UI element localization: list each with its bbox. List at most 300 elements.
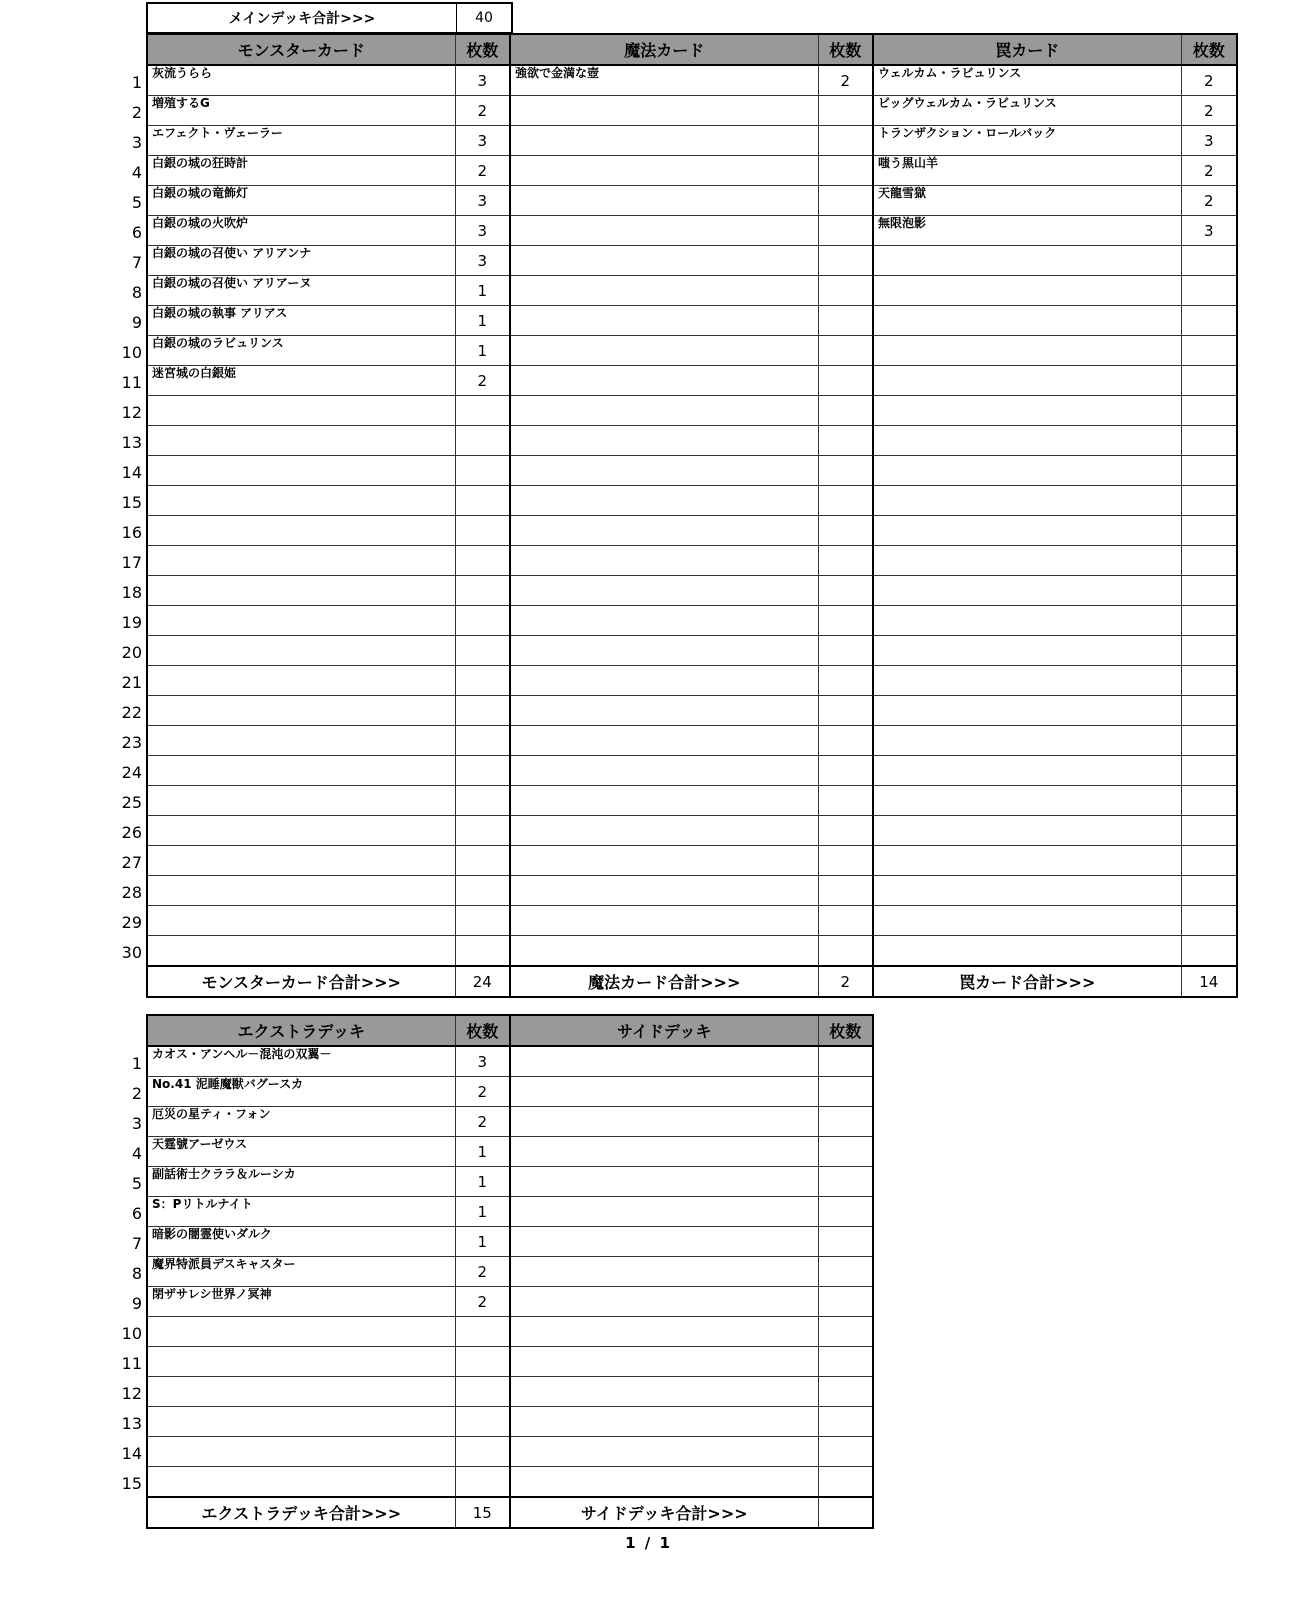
- side-card-count: [818, 1377, 873, 1407]
- extra-card-name: [147, 1317, 455, 1347]
- trap-card-name: [873, 696, 1181, 726]
- extra-card-count: 2: [455, 1257, 510, 1287]
- extra-card-name: [147, 1407, 455, 1437]
- trap-card-count: [1181, 276, 1237, 306]
- spell-card-name: [510, 276, 818, 306]
- trap-card-name: [873, 336, 1181, 366]
- table-row: [147, 456, 1237, 486]
- extra-total-value: 15: [455, 1497, 510, 1528]
- table-row: [147, 636, 1237, 666]
- row-number: 2: [131, 1084, 142, 1103]
- row-number: 20: [121, 643, 142, 662]
- trap-card-count: [1181, 366, 1237, 396]
- monster-card-name: [147, 936, 455, 967]
- spell-card-count: [818, 366, 873, 396]
- extra-card-name: 暗影の闇霊使いダルク: [147, 1227, 455, 1257]
- trap-count-header: 枚数: [1181, 34, 1237, 65]
- trap-card-count: [1181, 726, 1237, 756]
- spell-total-label: 魔法カード合計>>>: [510, 966, 818, 997]
- side-card-name: [510, 1377, 818, 1407]
- trap-card-name: ビッグウェルカム・ラビュリンス: [873, 96, 1181, 126]
- side-card-count: [818, 1046, 873, 1077]
- extra-card-name: 天霆號アーゼウス: [147, 1137, 455, 1167]
- extra-card-count: 1: [455, 1137, 510, 1167]
- trap-card-count: 2: [1181, 65, 1237, 96]
- side-card-name: [510, 1167, 818, 1197]
- extra-card-count: 1: [455, 1167, 510, 1197]
- extra-card-count: [455, 1317, 510, 1347]
- monster-card-count: [455, 576, 510, 606]
- monster-card-count: 1: [455, 306, 510, 336]
- trap-card-count: [1181, 666, 1237, 696]
- monster-card-name: [147, 876, 455, 906]
- trap-card-count: 2: [1181, 186, 1237, 216]
- monster-card-name: 増殖するG: [147, 96, 455, 126]
- side-card-name: [510, 1407, 818, 1437]
- side-card-count: [818, 1197, 873, 1227]
- trap-card-name: トランザクション・ロールバック: [873, 126, 1181, 156]
- table-row: [147, 726, 1237, 756]
- row-number: 25: [121, 793, 142, 812]
- spell-card-name: [510, 696, 818, 726]
- trap-card-count: [1181, 576, 1237, 606]
- extra-side-deck-table: [146, 1014, 874, 1529]
- monster-card-count: [455, 456, 510, 486]
- trap-card-count: [1181, 846, 1237, 876]
- spell-card-count: [818, 786, 873, 816]
- row-number: 4: [131, 1144, 142, 1163]
- spell-card-count: [818, 216, 873, 246]
- spell-card-name: [510, 456, 818, 486]
- row-number: 28: [121, 883, 142, 902]
- spell-card-count: [818, 906, 873, 936]
- monster-card-count: [455, 696, 510, 726]
- spell-card-name: [510, 486, 818, 516]
- table-row: [147, 1077, 873, 1107]
- table-row: [147, 936, 1237, 967]
- table-row: [147, 1377, 873, 1407]
- extra-card-name: 厄災の星ティ・フォン: [147, 1107, 455, 1137]
- spell-card-count: [818, 486, 873, 516]
- extra-card-name: 副話術士クララ＆ルーシカ: [147, 1167, 455, 1197]
- table-row: [147, 216, 1237, 246]
- spell-card-count: [818, 516, 873, 546]
- trap-card-name: [873, 756, 1181, 786]
- side-card-count: [818, 1257, 873, 1287]
- table-row: [147, 1407, 873, 1437]
- spell-card-count: [818, 186, 873, 216]
- trap-card-count: 3: [1181, 126, 1237, 156]
- side-card-count: [818, 1317, 873, 1347]
- spell-card-count: [818, 456, 873, 486]
- extra-card-name: [147, 1377, 455, 1407]
- table-row: [147, 156, 1237, 186]
- trap-card-name: [873, 636, 1181, 666]
- side-card-count: [818, 1287, 873, 1317]
- table-row: [147, 906, 1237, 936]
- row-number: 14: [121, 1444, 142, 1463]
- monster-card-name: 白銀の城の執事 アリアス: [147, 306, 455, 336]
- table-row: [147, 1347, 873, 1377]
- side-card-name: [510, 1227, 818, 1257]
- monster-card-name: [147, 576, 455, 606]
- trap-card-name: 無限泡影: [873, 216, 1181, 246]
- spell-card-count: [818, 306, 873, 336]
- spell-card-name: [510, 426, 818, 456]
- trap-card-count: [1181, 906, 1237, 936]
- extra-card-count: 2: [455, 1287, 510, 1317]
- spell-card-count: [818, 276, 873, 306]
- spell-card-count: [818, 246, 873, 276]
- side-card-name: [510, 1046, 818, 1077]
- row-number: 10: [121, 343, 142, 362]
- monster-card-count: 3: [455, 65, 510, 96]
- monster-card-name: [147, 666, 455, 696]
- spell-card-name: [510, 816, 818, 846]
- row-number: 10: [121, 1324, 142, 1343]
- monster-header: モンスターカード: [147, 34, 455, 65]
- spell-card-name: [510, 306, 818, 336]
- monster-card-count: [455, 636, 510, 666]
- trap-card-name: [873, 936, 1181, 967]
- monster-card-name: 灰流うらら: [147, 65, 455, 96]
- table-row: [147, 546, 1237, 576]
- main-row-numbers: [110, 64, 142, 964]
- row-number: 29: [121, 913, 142, 932]
- monster-card-name: 白銀の城の召使い アリアーヌ: [147, 276, 455, 306]
- trap-card-name: [873, 906, 1181, 936]
- monster-card-name: [147, 546, 455, 576]
- spell-card-count: [818, 336, 873, 366]
- spell-card-name: [510, 636, 818, 666]
- monster-card-count: 3: [455, 126, 510, 156]
- table-row: [147, 786, 1237, 816]
- row-number: 1: [131, 1054, 142, 1073]
- spell-card-name: [510, 366, 818, 396]
- spell-card-name: [510, 936, 818, 967]
- spell-card-count: [818, 816, 873, 846]
- trap-card-name: [873, 786, 1181, 816]
- side-card-name: [510, 1077, 818, 1107]
- monster-card-name: 白銀の城の召使い アリアンナ: [147, 246, 455, 276]
- table-row: [147, 246, 1237, 276]
- side-card-name: [510, 1257, 818, 1287]
- spell-card-name: 強欲で金満な壺: [510, 65, 818, 96]
- trap-card-count: [1181, 636, 1237, 666]
- side-card-count: [818, 1347, 873, 1377]
- side-header: サイドデッキ: [510, 1015, 818, 1046]
- spell-card-name: [510, 186, 818, 216]
- monster-card-name: エフェクト・ヴェーラー: [147, 126, 455, 156]
- side-card-name: [510, 1197, 818, 1227]
- monster-card-name: [147, 816, 455, 846]
- row-number: 7: [131, 1234, 142, 1253]
- row-number: 7: [131, 253, 142, 272]
- side-card-count: [818, 1077, 873, 1107]
- spell-card-name: [510, 336, 818, 366]
- spell-card-name: [510, 606, 818, 636]
- row-number: 14: [121, 463, 142, 482]
- spell-card-name: [510, 516, 818, 546]
- trap-card-name: 天龍雪獄: [873, 186, 1181, 216]
- monster-card-count: 2: [455, 156, 510, 186]
- trap-card-count: [1181, 696, 1237, 726]
- trap-card-name: [873, 396, 1181, 426]
- side-count-header: 枚数: [818, 1015, 873, 1046]
- table-row: [147, 576, 1237, 606]
- row-number: 9: [131, 313, 142, 332]
- spell-card-name: [510, 396, 818, 426]
- table-row: [147, 516, 1237, 546]
- extra-card-name: [147, 1467, 455, 1498]
- monster-card-name: [147, 696, 455, 726]
- table-row: [147, 426, 1237, 456]
- table-row: [147, 336, 1237, 366]
- side-total-value: [818, 1497, 873, 1528]
- monster-card-count: [455, 426, 510, 456]
- spell-card-name: [510, 786, 818, 816]
- spell-card-name: [510, 126, 818, 156]
- table-row: [147, 96, 1237, 126]
- row-number: 5: [131, 193, 142, 212]
- side-card-name: [510, 1317, 818, 1347]
- trap-card-count: [1181, 456, 1237, 486]
- row-number: 17: [121, 553, 142, 572]
- spell-count-header: 枚数: [818, 34, 873, 65]
- spell-header: 魔法カード: [510, 34, 818, 65]
- trap-card-count: [1181, 936, 1237, 967]
- monster-card-name: [147, 516, 455, 546]
- trap-card-name: [873, 366, 1181, 396]
- main-deck-total-value: 40: [457, 3, 513, 33]
- row-number: 27: [121, 853, 142, 872]
- main-deck-total-label: メインデッキ合計>>>: [147, 3, 457, 33]
- extra-card-count: 1: [455, 1227, 510, 1257]
- monster-card-count: [455, 816, 510, 846]
- spell-card-count: [818, 726, 873, 756]
- row-number: 5: [131, 1174, 142, 1193]
- table-row: [147, 1257, 873, 1287]
- table-row: [147, 1287, 873, 1317]
- row-number: 13: [121, 433, 142, 452]
- extra-card-count: 2: [455, 1077, 510, 1107]
- row-number: 11: [121, 1354, 142, 1373]
- row-number: 13: [121, 1414, 142, 1433]
- spell-card-name: [510, 246, 818, 276]
- monster-count-header: 枚数: [455, 34, 510, 65]
- table-row: [147, 1137, 873, 1167]
- monster-card-count: [455, 606, 510, 636]
- table-row: [147, 1317, 873, 1347]
- trap-card-name: [873, 666, 1181, 696]
- table-row: [147, 486, 1237, 516]
- row-number: 6: [131, 223, 142, 242]
- spell-card-count: [818, 876, 873, 906]
- trap-card-name: 嗤う黒山羊: [873, 156, 1181, 186]
- row-number: 4: [131, 163, 142, 182]
- spell-card-name: [510, 576, 818, 606]
- spell-card-count: [818, 666, 873, 696]
- trap-card-count: [1181, 246, 1237, 276]
- spell-card-name: [510, 906, 818, 936]
- monster-card-count: [455, 786, 510, 816]
- trap-card-name: ウェルカム・ラビュリンス: [873, 65, 1181, 96]
- side-card-count: [818, 1107, 873, 1137]
- trap-card-count: [1181, 426, 1237, 456]
- table-row: [147, 1197, 873, 1227]
- spell-card-count: [818, 606, 873, 636]
- monster-card-count: 2: [455, 366, 510, 396]
- trap-card-name: [873, 816, 1181, 846]
- spell-card-name: [510, 96, 818, 126]
- row-number: 3: [131, 1114, 142, 1133]
- monster-card-count: [455, 726, 510, 756]
- row-number: 6: [131, 1204, 142, 1223]
- main-deck-table: [146, 33, 1238, 998]
- row-number: 12: [121, 1384, 142, 1403]
- table-row: [147, 306, 1237, 336]
- table-row: [147, 1227, 873, 1257]
- row-number: 24: [121, 763, 142, 782]
- trap-card-count: [1181, 606, 1237, 636]
- monster-card-name: [147, 456, 455, 486]
- monster-card-count: 3: [455, 246, 510, 276]
- extra-card-count: [455, 1467, 510, 1498]
- spell-card-name: [510, 666, 818, 696]
- trap-card-name: [873, 426, 1181, 456]
- spell-card-name: [510, 756, 818, 786]
- spell-card-name: [510, 876, 818, 906]
- trap-card-count: 2: [1181, 96, 1237, 126]
- side-card-name: [510, 1137, 818, 1167]
- monster-card-name: 白銀の城の火吹炉: [147, 216, 455, 246]
- spell-card-count: [818, 846, 873, 876]
- monster-card-name: [147, 606, 455, 636]
- monster-card-name: [147, 726, 455, 756]
- extra-card-count: [455, 1347, 510, 1377]
- extra-card-name: [147, 1347, 455, 1377]
- trap-card-name: [873, 246, 1181, 276]
- table-row: [147, 1467, 873, 1498]
- extra-card-count: 1: [455, 1197, 510, 1227]
- trap-card-name: [873, 726, 1181, 756]
- row-number: 9: [131, 1294, 142, 1313]
- extra-row-numbers: [110, 1045, 142, 1495]
- trap-card-count: [1181, 786, 1237, 816]
- monster-card-count: 1: [455, 336, 510, 366]
- table-row: [147, 1046, 873, 1077]
- extra-card-name: カオス・アンヘル－混沌の双翼－: [147, 1046, 455, 1077]
- trap-card-count: [1181, 336, 1237, 366]
- side-card-name: [510, 1467, 818, 1498]
- side-card-name: [510, 1347, 818, 1377]
- monster-card-count: 1: [455, 276, 510, 306]
- spell-card-count: [818, 546, 873, 576]
- side-card-name: [510, 1107, 818, 1137]
- spell-card-count: [818, 156, 873, 186]
- spell-card-count: [818, 756, 873, 786]
- table-row: [147, 276, 1237, 306]
- trap-card-name: [873, 306, 1181, 336]
- side-card-name: [510, 1437, 818, 1467]
- row-number: 18: [121, 583, 142, 602]
- extra-card-count: [455, 1407, 510, 1437]
- spell-card-count: [818, 636, 873, 666]
- table-row: [147, 756, 1237, 786]
- extra-card-name: 魔界特派員デスキャスター: [147, 1257, 455, 1287]
- monster-card-count: [455, 846, 510, 876]
- row-number: 19: [121, 613, 142, 632]
- monster-card-name: [147, 786, 455, 816]
- spell-card-count: [818, 126, 873, 156]
- trap-card-count: 2: [1181, 156, 1237, 186]
- row-number: 8: [131, 1264, 142, 1283]
- table-row: [147, 366, 1237, 396]
- row-number: 3: [131, 133, 142, 152]
- monster-card-name: [147, 846, 455, 876]
- table-row: [147, 186, 1237, 216]
- spell-card-count: [818, 696, 873, 726]
- spell-card-count: [818, 396, 873, 426]
- monster-card-name: 白銀の城のラビュリンス: [147, 336, 455, 366]
- extra-card-count: [455, 1437, 510, 1467]
- monster-card-name: [147, 396, 455, 426]
- table-row: [147, 666, 1237, 696]
- table-row: [147, 846, 1237, 876]
- spell-card-name: [510, 546, 818, 576]
- monster-card-count: 3: [455, 186, 510, 216]
- monster-card-count: 3: [455, 216, 510, 246]
- trap-card-count: [1181, 816, 1237, 846]
- monster-card-count: [455, 906, 510, 936]
- row-number: 21: [121, 673, 142, 692]
- table-row: [147, 65, 1237, 96]
- main-deck-total-box: [146, 2, 513, 34]
- extra-card-name: [147, 1437, 455, 1467]
- monster-total-label: モンスターカード合計>>>: [147, 966, 455, 997]
- trap-card-name: [873, 456, 1181, 486]
- extra-header: エクストラデッキ: [147, 1015, 455, 1046]
- table-row: [147, 1167, 873, 1197]
- spell-card-count: [818, 426, 873, 456]
- table-row: [147, 606, 1237, 636]
- spell-card-name: [510, 846, 818, 876]
- side-card-count: [818, 1227, 873, 1257]
- monster-card-count: [455, 876, 510, 906]
- side-card-count: [818, 1407, 873, 1437]
- row-number: 11: [121, 373, 142, 392]
- row-number: 22: [121, 703, 142, 722]
- extra-card-name: No.41 泥睡魔獣バグースカ: [147, 1077, 455, 1107]
- monster-card-count: 2: [455, 96, 510, 126]
- spell-card-name: [510, 726, 818, 756]
- trap-card-count: [1181, 306, 1237, 336]
- monster-card-name: [147, 636, 455, 666]
- side-card-count: [818, 1437, 873, 1467]
- monster-card-count: [455, 546, 510, 576]
- row-number: 23: [121, 733, 142, 752]
- table-row: [147, 126, 1237, 156]
- row-number: 1: [131, 73, 142, 92]
- side-card-count: [818, 1137, 873, 1167]
- monster-card-count: [455, 486, 510, 516]
- trap-card-name: [873, 606, 1181, 636]
- table-row: [147, 876, 1237, 906]
- trap-card-name: [873, 276, 1181, 306]
- monster-card-name: 白銀の城の竜飾灯: [147, 186, 455, 216]
- monster-card-count: [455, 396, 510, 426]
- trap-card-count: [1181, 756, 1237, 786]
